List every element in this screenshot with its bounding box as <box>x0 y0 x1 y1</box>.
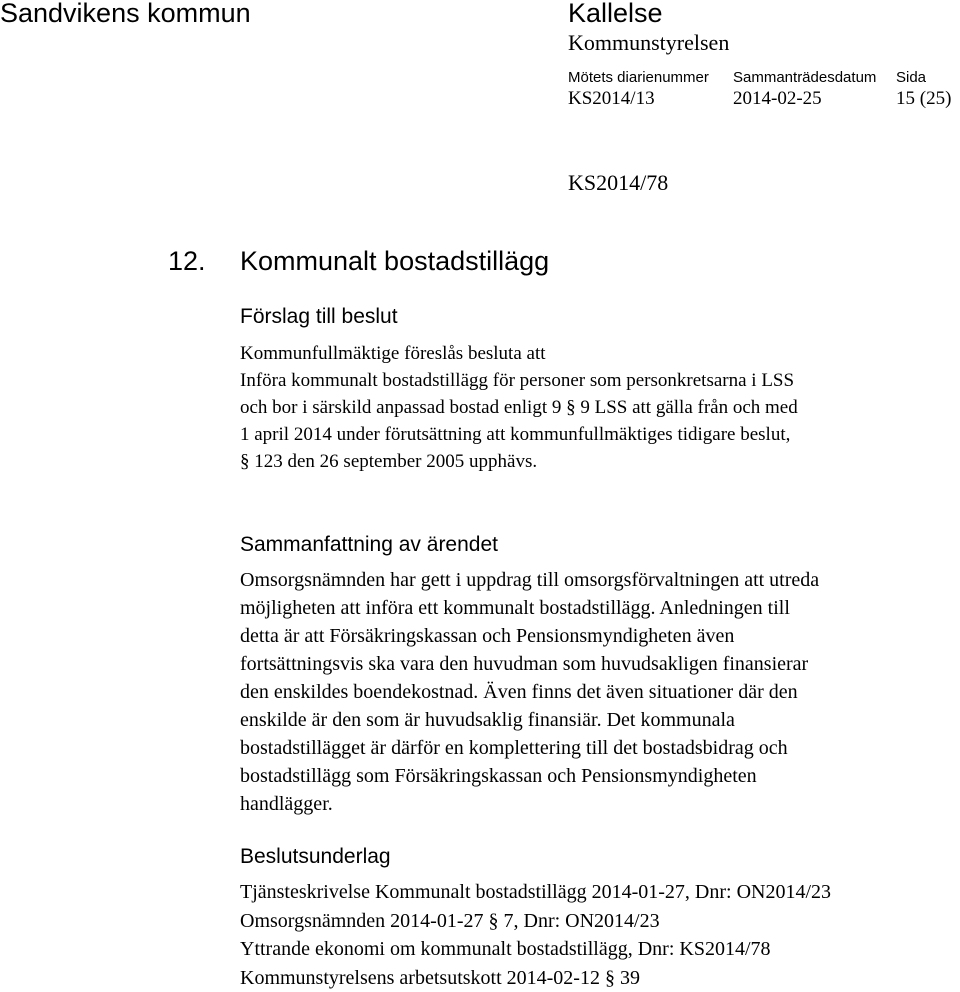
proposal-line: § 123 den 26 september 2005 upphävs. <box>240 448 798 475</box>
proposal-line: och bor i särskild anpassad bostad enligt 9 § 9 LSS att gälla från och med <box>240 394 798 421</box>
proposal-heading: Förslag till beslut <box>240 305 398 329</box>
item-title: Kommunalt bostadstillägg <box>240 246 549 277</box>
proposal-text <box>240 340 798 475</box>
basis-list <box>240 878 831 992</box>
summary-text <box>240 566 819 818</box>
proposal-line: Kommunfullmäktige föreslås besluta att <box>240 340 798 367</box>
summary-line: handlägger. <box>240 790 819 818</box>
summary-line: den enskildes boendekostnad. Även finns det även situationer där den <box>240 678 819 706</box>
basis-item: Kommunstyrelsens arbetsutskott 2014-02-12 § 39 <box>240 964 831 992</box>
proposal-line: Införa kommunalt bostadstillägg för personer som personkretsarna i LSS <box>240 367 798 394</box>
basis-heading: Beslutsunderlag <box>240 845 391 869</box>
meeting-date-value: 2014-02-25 <box>733 88 822 110</box>
document-type: Kallelse <box>568 0 663 29</box>
summary-line: fortsättningsvis ska vara den huvudman som huvudsakligen finansierar <box>240 650 819 678</box>
summary-line: möjligheten att införa ett kommunalt bostadstillägg. Anledningen till <box>240 594 819 622</box>
summary-line: detta är att Försäkringskassan och Pensionsmyndigheten även <box>240 622 819 650</box>
case-reference: KS2014/78 <box>568 170 668 196</box>
page-number-value: 15 (25) <box>896 88 951 110</box>
summary-line: enskilde är den som är huvudsaklig finansiär. Det kommunala <box>240 706 819 734</box>
summary-line: bostadstillägg som Försäkringskassan och Pensionsmyndigheten <box>240 762 819 790</box>
proposal-line: 1 april 2014 under förutsättning att kommunfullmäktiges tidigare beslut, <box>240 421 798 448</box>
summary-line: bostadstillägget är därför en komplettering till det bostadsbidrag och <box>240 734 819 762</box>
item-number: 12. <box>168 246 206 277</box>
meeting-date-label: Sammanträdesdatum <box>733 69 876 86</box>
diary-number-value: KS2014/13 <box>568 88 655 110</box>
diary-number-label: Mötets diarienummer <box>568 69 709 86</box>
organization-name: Sandvikens kommun <box>0 0 251 29</box>
meeting-body: Kommunstyrelsen <box>568 30 729 56</box>
summary-line: Omsorgsnämnden har gett i uppdrag till omsorgsförvaltningen att utreda <box>240 566 819 594</box>
summary-heading: Sammanfattning av ärendet <box>240 533 498 557</box>
basis-item: Omsorgsnämnden 2014-01-27 § 7, Dnr: ON2014/23 <box>240 907 831 936</box>
basis-item: Yttrande ekonomi om kommunalt bostadstillägg, Dnr: KS2014/78 <box>240 935 831 964</box>
page-label: Sida <box>896 69 926 86</box>
basis-item: Tjänsteskrivelse Kommunalt bostadstillägg 2014-01-27, Dnr: ON2014/23 <box>240 878 831 907</box>
